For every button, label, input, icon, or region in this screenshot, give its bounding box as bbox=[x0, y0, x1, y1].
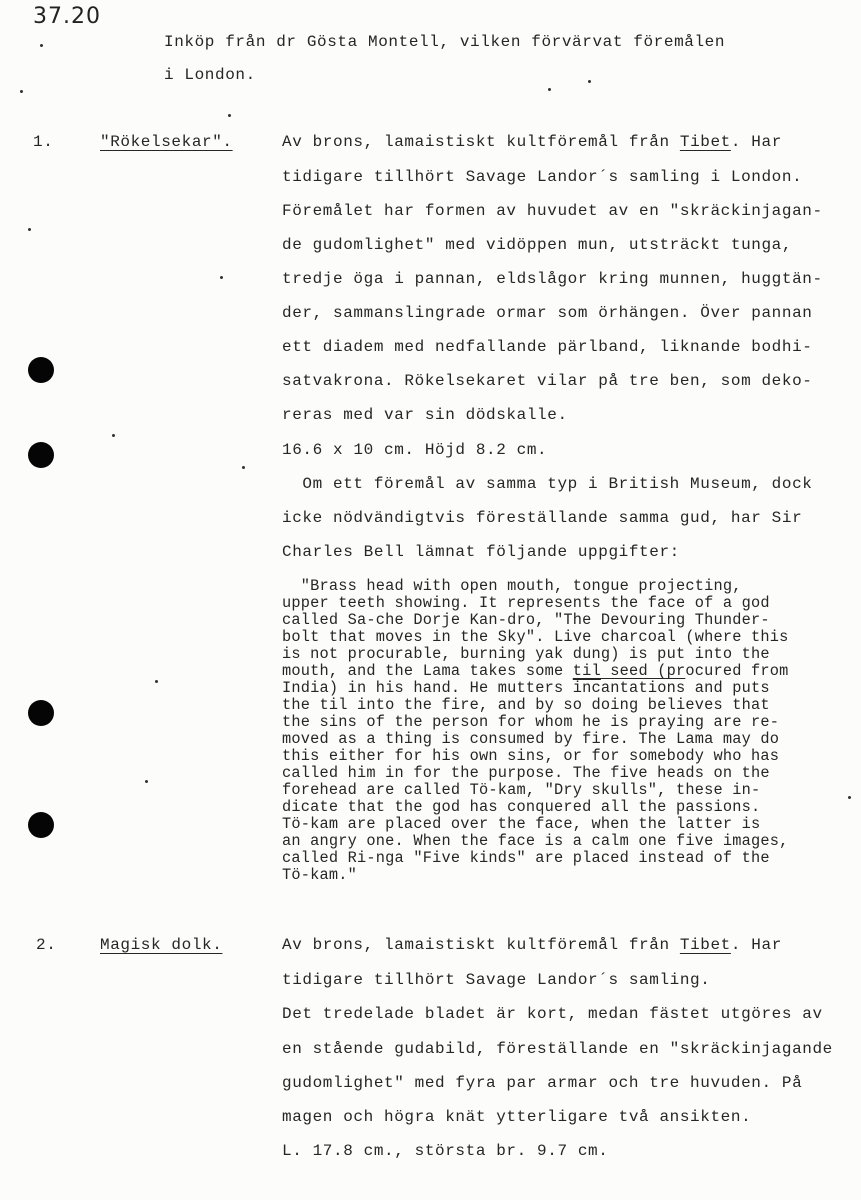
item-text-line: de gudomlighet" med vidöppen mun, utsträckt tunga, bbox=[282, 236, 793, 254]
item-text-line: Om ett föremål av samma typ i British Museum, dock bbox=[282, 475, 813, 493]
quote-line: mouth, and the Lama takes some til seed (procured from bbox=[282, 662, 789, 680]
quote-line: moved as a thing is consumed by fire. The Lama may do bbox=[282, 730, 780, 748]
quote-line: is not procurable, burning yak dung) is put into the bbox=[282, 645, 770, 663]
intro-line: Inköp från dr Gösta Montell, vilken förvärvat föremålen bbox=[164, 33, 726, 51]
punch-hole bbox=[28, 357, 54, 383]
scan-speck bbox=[548, 88, 551, 91]
scan-speck bbox=[28, 228, 31, 231]
punch-hole bbox=[28, 442, 54, 468]
quote-line: called Ri-nga "Five kinds" are placed instead of the bbox=[282, 849, 770, 867]
scan-speck bbox=[40, 44, 43, 47]
scan-speck bbox=[242, 466, 245, 469]
quote-line: the sins of the person for whom he is praying are re- bbox=[282, 713, 780, 731]
item-text-line: tidigare tillhört Savage Landor´s samling i London. bbox=[282, 168, 803, 186]
quote-line: India) in his hand. He mutters incantations and puts bbox=[282, 679, 770, 697]
quote-line: "Brass head with open mouth, tongue projecting, bbox=[282, 577, 742, 595]
item-text-line: Av brons, lamaistiskt kultföremål från Tibet. Har bbox=[282, 133, 782, 151]
item-text-line: Av brons, lamaistiskt kultföremål från Tibet. Har bbox=[282, 936, 782, 954]
item-text-line: Föremålet har formen av huvudet av en "skräckinjagan- bbox=[282, 202, 823, 220]
item-text-line: reras med var sin dödskalle. bbox=[282, 406, 568, 424]
item-text-line: Det tredelade bladet är kort, medan fästet utgöres av bbox=[282, 1005, 823, 1023]
item-number: 1. bbox=[33, 133, 54, 151]
item-title: "Rökelsekar". bbox=[100, 133, 233, 151]
item-text-line: icke nödvändigtvis föreställande samma gud, har Sir bbox=[282, 509, 803, 527]
item-text-line: tidigare tillhört Savage Landor´s samling. bbox=[282, 971, 711, 989]
scan-speck bbox=[155, 680, 158, 683]
quote-line: this either for his own sins, or for somebody who has bbox=[282, 747, 780, 765]
item-dimensions: L. 17.8 cm., största br. 9.7 cm. bbox=[282, 1142, 609, 1160]
item-number: 2. bbox=[36, 936, 57, 954]
intro-line: i London. bbox=[164, 66, 256, 84]
punch-hole bbox=[28, 700, 54, 726]
item-text-line: tredje öga i pannan, eldslågor kring munnen, huggtän- bbox=[282, 270, 823, 288]
quote-line: Tö-kam are placed over the face, when the latter is bbox=[282, 815, 761, 833]
quote-line: called Sa-che Dorje Kan-dro, "The Devouring Thunder- bbox=[282, 611, 770, 629]
quote-line: upper teeth showing. It represents the face of a god bbox=[282, 594, 770, 612]
quote-line: Tö-kam." bbox=[282, 866, 358, 884]
quote-line: bolt that moves in the Sky". Live charcoal (where this bbox=[282, 628, 789, 646]
scan-speck bbox=[848, 796, 851, 799]
quote-line: dicate that the god has conquered all the passions. bbox=[282, 798, 761, 816]
scan-speck bbox=[20, 90, 23, 93]
scan-speck bbox=[145, 780, 148, 783]
item-title: Magisk dolk. bbox=[100, 936, 223, 954]
scan-speck bbox=[220, 276, 223, 279]
quote-line: forehead are called Tö-kam, "Dry skulls", these in- bbox=[282, 781, 761, 799]
scan-speck bbox=[112, 434, 115, 437]
item-text-line: satvakrona. Rökelsekaret vilar på tre ben, som deko- bbox=[282, 372, 813, 390]
item-text-line: gudomlighet" med fyra par armar och tre huvuden. På bbox=[282, 1074, 803, 1092]
item-dimensions: 16.6 x 10 cm. Höjd 8.2 cm. bbox=[282, 441, 548, 459]
catalog-number: 37.20 bbox=[33, 4, 101, 29]
punch-hole bbox=[28, 812, 54, 838]
item-text-line: ett diadem med nedfallande pärlband, liknande bodhi- bbox=[282, 338, 813, 356]
quote-line: an angry one. When the face is a calm one five images, bbox=[282, 832, 789, 850]
item-text-line: en stående gudabild, föreställande en "skräckinjagande bbox=[282, 1040, 833, 1058]
scan-speck bbox=[228, 114, 231, 117]
quote-line: called him in for the purpose. The five heads on the bbox=[282, 764, 770, 782]
quote-line: the til into the fire, and by so doing believes that bbox=[282, 696, 770, 714]
scan-speck bbox=[588, 80, 591, 83]
item-text-line: magen och högra knät ytterligare två ansikten. bbox=[282, 1108, 752, 1126]
item-text-line: Charles Bell lämnat följande uppgifter: bbox=[282, 543, 680, 561]
item-text-line: der, sammanslingrade ormar som örhängen. Över pannan bbox=[282, 304, 813, 322]
